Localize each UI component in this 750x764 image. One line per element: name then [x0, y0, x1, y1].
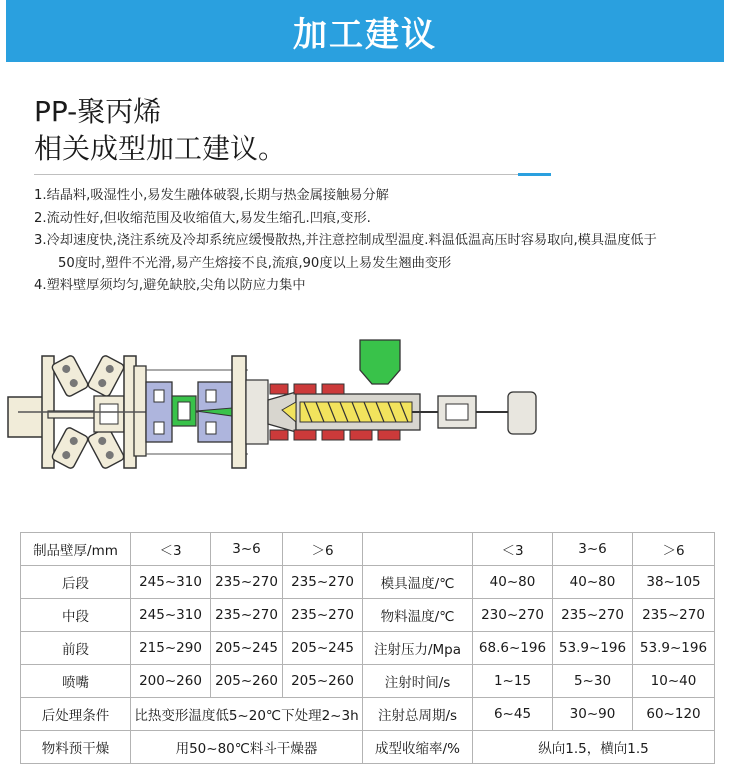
table-cell: 235~270: [211, 599, 283, 632]
note-4: 4.塑料壁厚须均匀,避免缺胶,尖角以防应力集中: [34, 278, 306, 293]
mould: [146, 382, 232, 442]
table-cell: 后处理条件: [21, 698, 131, 731]
header-cell: [363, 533, 473, 566]
table-cell: 6~45: [473, 698, 553, 731]
table-cell: 40~80: [473, 566, 553, 599]
header-cell: ＞6: [283, 533, 363, 566]
table-cell: 235~270: [553, 599, 633, 632]
header-cell: 3~6: [211, 533, 283, 566]
table-cell: 模具温度/℃: [363, 566, 473, 599]
intro-title: [34, 93, 286, 167]
table-cell: 后段: [21, 566, 131, 599]
table-row: [21, 698, 715, 731]
note-2: 2.流动性好,但收缩范围及收缩值大,易发生缩孔.凹痕,变形.: [34, 210, 371, 226]
table-cell: 成型收缩率/%: [363, 731, 473, 764]
header-cell: 3~6: [553, 533, 633, 566]
divider-accent: [518, 173, 551, 176]
table-cell: 205~260: [211, 665, 283, 698]
table-row: [21, 731, 715, 764]
hopper: [360, 340, 400, 384]
barrel: [268, 384, 440, 440]
note-1: 1.结晶料,吸湿性小,易发生融体破裂,长期与热金属接触易分解: [34, 188, 389, 203]
table-cell: 中段: [21, 599, 131, 632]
header-cell: ＞6: [633, 533, 715, 566]
table-cell: 物料预干燥: [21, 731, 131, 764]
table-cell: 205~245: [283, 632, 363, 665]
injection-unit: [438, 392, 536, 434]
table-cell: 比热变形温度低5~20℃下处理2~3h: [131, 698, 363, 731]
table-cell: 235~270: [283, 599, 363, 632]
table-cell: 纵向1.5，横向1.5: [473, 731, 715, 764]
header-cell: ＜3: [473, 533, 553, 566]
table-cell: 53.9~196: [633, 632, 715, 665]
table-cell: 喷嘴: [21, 665, 131, 698]
table-cell: 68.6~196: [473, 632, 553, 665]
table-cell: 注射总周期/s: [363, 698, 473, 731]
process-parameters-table: [20, 532, 715, 764]
header-title: 加工建议: [293, 14, 437, 55]
table-cell: 200~260: [131, 665, 211, 698]
note-3: 3.冷却速度快,浇注系统及冷却系统应缓慢散热,并注意控制成型温度.料温低温高压时容易取向,模具温度低于: [34, 233, 657, 248]
table-row: [21, 632, 715, 665]
table-cell: 245~310: [131, 566, 211, 599]
table-cell: 5~30: [553, 665, 633, 698]
table-cell: 物料温度/℃: [363, 599, 473, 632]
table-cell: 245~310: [131, 599, 211, 632]
table-cell: 注射时间/s: [363, 665, 473, 698]
table-cell: 10~40: [633, 665, 715, 698]
table-cell: 235~270: [283, 566, 363, 599]
table-header-row: [21, 533, 715, 566]
divider: [34, 174, 518, 175]
table-cell: 30~90: [553, 698, 633, 731]
injection-machine-diagram: [0, 330, 750, 510]
table-cell: 53.9~196: [553, 632, 633, 665]
table-cell: 注射压力/Mpa: [363, 632, 473, 665]
table-cell: 60~120: [633, 698, 715, 731]
table-cell: 235~270: [211, 566, 283, 599]
table-row: [21, 599, 715, 632]
table-cell: 235~270: [633, 599, 715, 632]
table-cell: 1~15: [473, 665, 553, 698]
intro-line-2: 相关成型加工建议。: [34, 132, 287, 165]
header-cell: ＜3: [131, 533, 211, 566]
table-cell: 215~290: [131, 632, 211, 665]
header-cell: 制品壁厚/mm: [21, 533, 131, 566]
table-cell: 230~270: [473, 599, 553, 632]
table-cell: 40~80: [553, 566, 633, 599]
note-3-continued: 50度时,塑件不光滑,易产生熔接不良,流痕,90度以上易发生翘曲变形: [58, 255, 452, 271]
table-cell: 用50~80℃料斗干燥器: [131, 731, 363, 764]
table-cell: 38~105: [633, 566, 715, 599]
header-banner: [6, 0, 724, 62]
table-cell: 205~260: [283, 665, 363, 698]
table-row: [21, 665, 715, 698]
table-row: [21, 566, 715, 599]
processing-notes: [34, 185, 724, 298]
intro-line-1: PP-聚丙烯: [34, 95, 162, 128]
table-cell: 205~245: [211, 632, 283, 665]
table-cell: 前段: [21, 632, 131, 665]
